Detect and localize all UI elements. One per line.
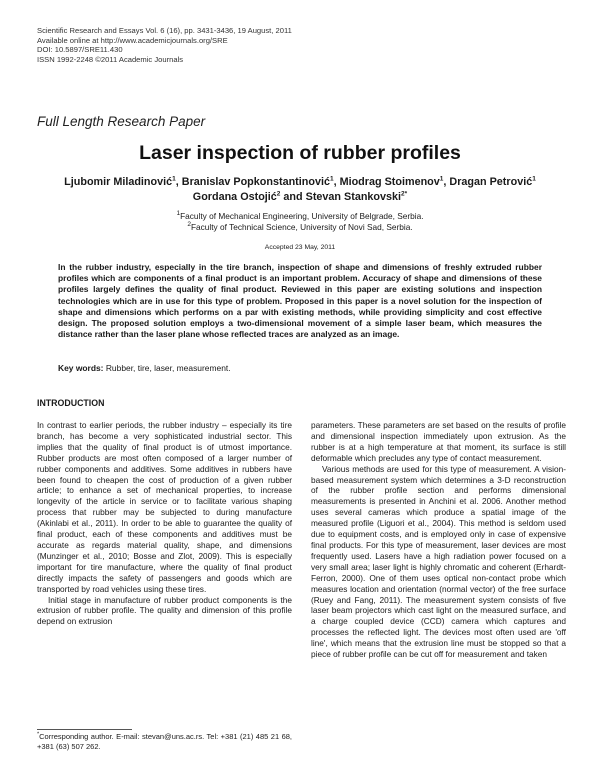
paragraph: Initial stage in manufacture of rubber product components is the extrusion of rubber profile. The quality and dimension of this profile depend on extrusion: [37, 594, 292, 627]
footnote-divider: [37, 729, 132, 730]
affiliation: [0, 211, 600, 222]
paper-title: Laser inspection of rubber profiles: [139, 142, 461, 164]
affiliation-number: 2: [187, 221, 191, 229]
author-name: Ljubomir Miladinović: [64, 176, 173, 188]
author-name: Stevan Stankovski: [305, 190, 402, 203]
accepted-date: Accepted 23 May, 2011: [264, 244, 336, 251]
paragraph: parameters. These parameters are set based on the results of profile and dimensional inspection immediately upon extrusion. As the rubber is at a high temperature at that moment, its surface is still deformable which precludes any type of contact measurement.: [311, 420, 566, 463]
author-name: Miodrag Stoimenov: [339, 176, 440, 188]
author-name: Branislav Popkonstantinović: [181, 176, 330, 188]
keywords-label: Key words:: [58, 363, 104, 373]
affiliation-number: 1: [176, 210, 181, 218]
journal-citation: Scientific Research and Essays Vol. 6 (16), pp. 3431-3436, 19 August, 2011: [37, 26, 292, 35]
author-affil-marker: 1: [532, 175, 536, 183]
abstract: In the rubber industry, especially in the tire branch, inspection of shape and dimensions of freshly extruded rubber profiles which are components of a final product is an important problem. Accuracy of shape and dimensions of these profiles largely defines the quality of final product. Reviewed in this paper are existing solutions and inspection technologies which are in use for this type of problem. Proposed in this paper is a novel solution for the inspection of shape and dimensions which performs on a par with existing methods, while providing simplicity and cost effective design. The proposed solution employs a two-dimensional movement of a simple laser beam, which measures the distance rather than the laser plane whose reflected traces are analyzed as an image.: [58, 262, 542, 340]
footnote-text: Corresponding author. E-mail: stevan@uns.ac.rs. Tel: +381 (21) 485 21 68, +381 (63) 507 262.: [37, 732, 292, 751]
journal-header: [37, 26, 292, 64]
author-list: Ljubomir Miladinović$^1$, Branislav Popkonstantinović$^1$, Miodrag Stoimenov$^1$, Dragan Petrović$^1$ Gordana Ostojić$^2$ and Stevan Stankovski$^{2*}$: [64, 175, 536, 203]
doi: DOI: 10.5897/SRE11.430: [37, 45, 123, 55]
section-heading: INTRODUCTION: [37, 398, 105, 408]
right-column: [311, 420, 566, 660]
author-affil-marker: 2: [276, 189, 281, 197]
author-affil-marker: 1: [439, 175, 444, 183]
footnote: [37, 732, 292, 751]
affiliation-text: Faculty of Technical Science, University of Novi Sad, Serbia.: [190, 221, 413, 232]
author-name: Gordana Ostojić: [192, 190, 277, 203]
author-affil-marker: 2*: [401, 189, 408, 197]
footnote-marker: *: [37, 731, 40, 738]
left-column: [37, 420, 292, 627]
paragraph: Various methods are used for this type of measurement. A vision-based measurement system which determines a 3-D reconstruction of the rubber profile section and performs dimensional measurements is presented in Anchini et al. 2006. Another method uses several cameras which produce a spatial image of the measured profile (Liguori et al., 2004). This method is seldom used due to equipment costs, and is employed only in case of expensive final products. For this type of measurement, laser devices are most frequently used. Lasers have a high radiation power focused on a very small area; laser light is highly chromatic and coherent (Erhardt-Ferron, 2000). One of them uses optical non-contact probe which measures location and orientation (normal vector) of the free surface (Ruey and Fang, 2011). The measurement system consists of five laser beam projectors which cast light on the measured surface, and a charge coupled device (CCD) camera which captures and processes the reflected light. The devices most often used are 'off line', which means that the extrusion line must be stopped so that a piece of rubber profile can be cut off for measurement and taken: [311, 463, 566, 660]
keywords: [58, 363, 231, 373]
paragraph: In contrast to earlier periods, the rubber industry – especially its tire branch, has become a very sophisticated industrial sector. This implies that the quality of final product is of utmost importance. Rubber products are most often composed of a larger number of rubber components and additives. Some additives in rubbers have been found to cheapen the cost of production of a given rubber article; to enhance a set of mechanical properties, to increase longevity of the article in service or to facilitate various shaping process that rubber may be subjected to during manufacture (Akinlabi et al., 2011). In order to be able to guarantee the quality of final product, each of these components and additives must be accurate as regards material quality, shape, and dimensions (Munzinger et al., 2010; Bosse and Zlot, 2009). This is especially important for tire manufacture, where the quality of final product directly impacts the safety of passengers and goods which are transported by road vehicles using these tires.: [37, 420, 292, 594]
affiliations: [0, 211, 600, 233]
journal-url: Available online at http://www.academicjournals.org/SRE: [37, 35, 228, 45]
keywords-text: Rubber, tire, laser, measurement.: [105, 363, 231, 373]
issn: ISSN 1992-2248 ©2011 Academic Journals: [37, 54, 184, 64]
author-affil-marker: 1: [172, 175, 176, 183]
author-name: Dragan Petrović: [449, 176, 533, 188]
author-affil-marker: 1: [329, 175, 334, 183]
paper-type: Full Length Research Paper: [37, 114, 206, 129]
affiliation: [0, 222, 600, 233]
affiliation-text: Faculty of Mechanical Engineering, University of Belgrade, Serbia.: [180, 211, 424, 221]
